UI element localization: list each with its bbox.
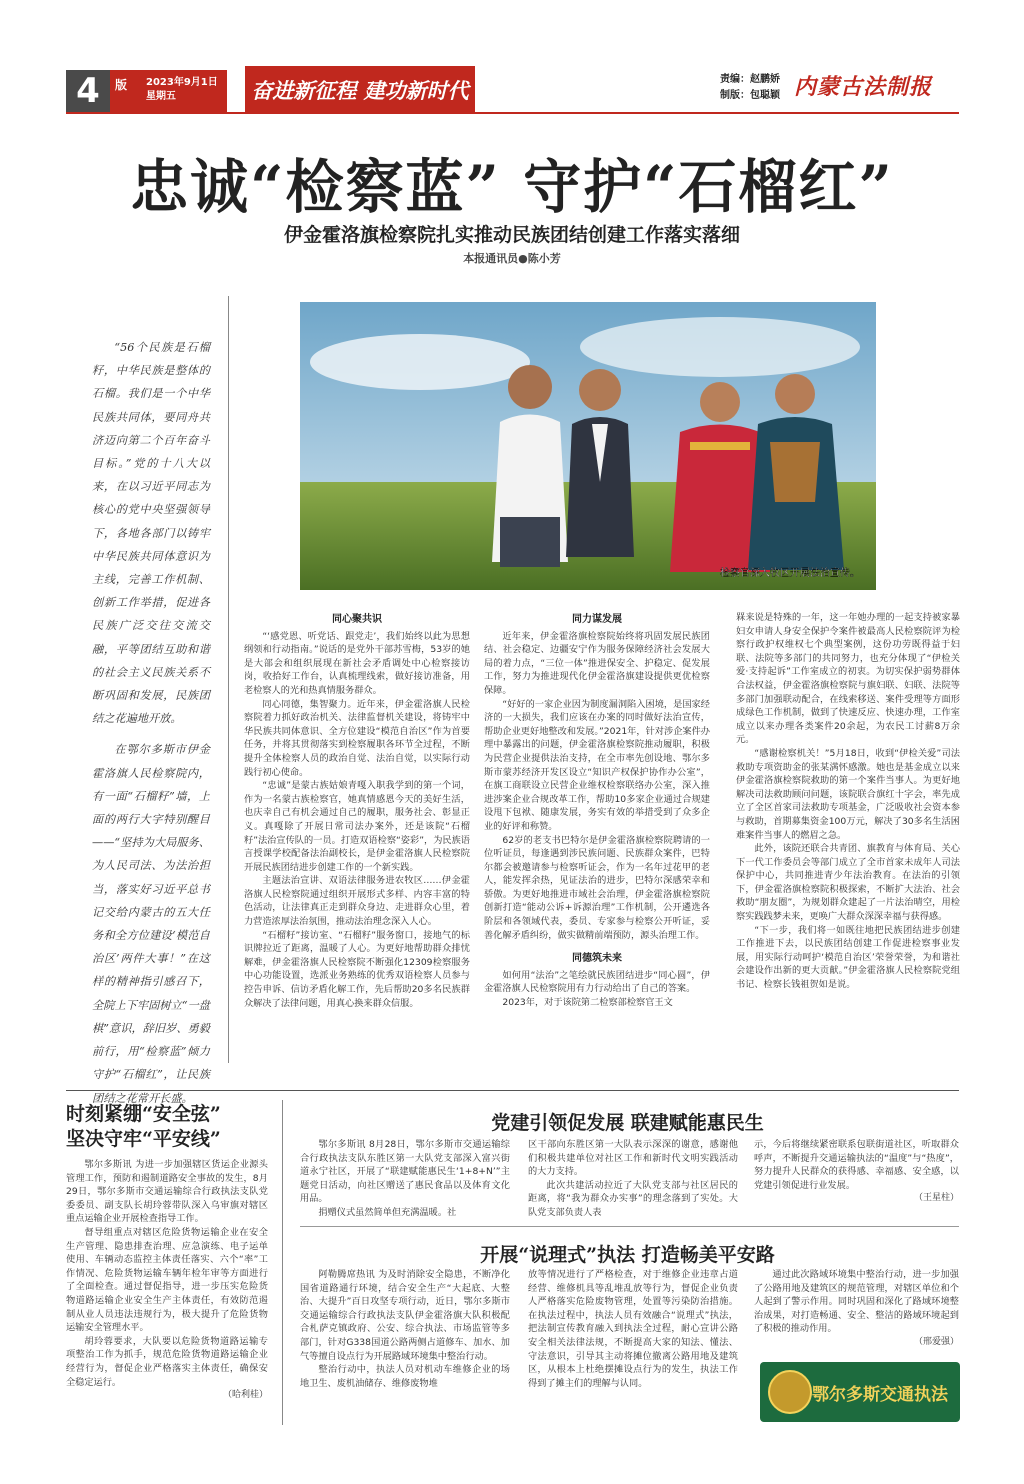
date-box <box>132 70 227 112</box>
editor-line: 责编：赵鹏娇 <box>720 74 780 85</box>
advertisement-banner: 鄂尔多斯交通执法 <box>760 1362 960 1422</box>
story-title-line: 时刻紧绷“安全弦” <box>66 1103 221 1125</box>
paragraph: 此外，该院还联合共青团、旗教育与体育局、关心下一代工作委员会等部门成立了全市首家未成年人司法保护中心，共同推进青少年法治教育。在法治的引领下，伊金霍洛旗检察院积极探索，不断扩大法治、社会救助“朋友圈”，为规划群众建起了一片法治晴空，用检察实践践梦未来，更唤广大群众深深幸福与获得感。 <box>736 843 960 923</box>
story-column <box>300 1268 510 1390</box>
paragraph: “忠诚”是蒙古族姑娘青嘎入职我学到的第一个词，作为一名蒙古族检察官，她真情感恩今天的美好生活，也庆幸自己有机会通过自己的履职，服务社会、彰显正义。真嘎除了开展日常司法办案外，还是该院“石榴籽”法治宣传队的一员。打造双语检察“姿彩”，为民族语言授课学校配备法治副校长，是伊金霍洛旗人民检察院开展民族团结进步创建工作的一个新实践。 <box>244 780 470 873</box>
article-byline: 本报通讯员●陈小芳 <box>463 252 561 265</box>
column-divider <box>282 1100 283 1425</box>
section-heading: 同心聚共识 <box>332 614 382 625</box>
paragraph: 主题法治宣讲、双语法律服务进农牧区……伊金霍洛旗人民检察院通过组织开展形式多样、内容丰富的特色活动，让法律真正走到群众身边、走进群众心里，着力营造浓厚法治氛围，推动法治理念深入人心。 <box>244 875 470 928</box>
paragraph: 捐赠仪式虽然简单但充满温暖。社 <box>318 1206 457 1218</box>
grassland-photo-illustration <box>300 302 876 590</box>
paragraph: “‘感党恩、听党话、跟党走’，我们始终以此为思想纲领和行动指南。”说话的是党外干部苏雪梅，53岁的她是大部会和组织展现在新社会矛盾调处中心检察接访岗，收拾好工作台，认真梳理线索，做好接访准备，用老检察人的光和热真情服务群众。 <box>244 630 470 696</box>
paragraph: 62岁的老支书巴特尔是伊金霍洛旗检察院聘请的一位听证员，每逢遇到涉民族问题、民族群众案件，巴特尔都会被邀请参与检察听证会，作为一名年过花甲的老人，能发挥余热，见证法治的进步，巴特尔深感荣幸和骄傲。为更好地推进市域社会治理，伊金霍洛旗检察院创新打造“能动公诉+诉源治理”工作机制，公开遴选各阶层和各领域代表，委员、专家参与检察公开听证，妥善化解矛盾纠纷，做实做精前端预防，源头治理工作。 <box>484 834 710 941</box>
issue-date: 2023年9月1日 <box>146 77 218 88</box>
paragraph: 阿勒腾席热讯 为及时消除安全隐患，不断净化国省道路通行环境，结合安全生产“大起底、大整治、大提升”百日攻坚专项行动，近日，鄂尔多斯市交通运输综合行政执法支队伊金霍洛旗大队积极配合札萨克镇政府、公安、综合执法、市场监管等多部门，针对G338国道公路两侧占道修车、加水、加气等擅自设点行为开展路域环境集中整治行动。 <box>300 1269 510 1362</box>
article-lead <box>92 336 210 1110</box>
article-subtitle: 伊金霍洛旗检察院扎实推动民族团结创建工作落实落细 <box>283 224 740 246</box>
lead-paragraph: “56个民族是石榴籽，中华民族是整体的石榴。我们是一个中华民族共同体，要同舟共济迈向第二个百年奋斗目标。”党的十八大以来，在以习近平同志为核心的党中央坚强领导下，各地各部门以铸牢中华民族共同体意识为主线，完善工作机制、创新工作举措，促进各民族广泛交往交流交融，平等团结互助和谐的社会主义民族关系不断巩固和发展，民族团结之花遍地开放。 <box>92 341 210 726</box>
paragraph: 槑来说是特殊的一年，这一年她办理的一起支持被家暴妇女申请人身安全保护令案件被最高人民检察院评为检察行政护权维权七个典型案例，这份功劳既得益于妇联、法院等多部门的共同努力，也充分体现了“伊检关爱·支持起诉”工作室成立的初衷。为切实保护弱势群体合法权益，伊金霍洛旗检察院与旗妇联、妇联、法院等多部门加强联动配合，在线索移送、案件受理等方面形成绿色工作机制，做到了快速反应、快速办理，工作室成立以来办理各类案件20余起，为农民工讨薪8万余元。 <box>736 612 960 746</box>
paragraph: 鄂尔多斯讯 8月28日，鄂尔多斯市交通运输综合行政执法支队东胜区第一大队党支部深入富兴街道永宁社区，开展了“联建赋能惠民生‘1+8+N’”主题党日活动，向社区赠送了惠民食品以及体育文化用品。 <box>300 1139 510 1205</box>
lead-paragraph: 在鄂尔多斯市伊金霍洛旗人民检察院内，有一面“石榴籽”墙，上面的两行大字特别醒目——“坚持为大局服务、为人民司法、为法治担当，落实好习近平总书记交给内蒙古的五大任务和全方位建设‘模范自治区’两件大事！”在这样的精神指引感召下，全院上下牢固树立“一盘棋”意识，辞旧岁、勇毅前行，用“检察蓝”倾力守护“石榴红”，让民族团结之花常开长盛。 <box>92 743 210 1105</box>
story-body <box>66 1158 268 1403</box>
story-column <box>300 1138 510 1220</box>
issue-weekday: 星期五 <box>146 91 176 102</box>
section-divider <box>66 1090 959 1091</box>
story-title-line: 坚决守牢“平安线” <box>66 1128 221 1150</box>
paragraph: “好好的一家企业因为制度漏洞陷入困境，是国家经济的一大损失，我们应该在办案的同时做好法治宣传，帮助企业更好地整改和发展。”2021年，针对涉企案件办理中暴露出的问题，伊金霍洛旗检察院推动履职，积极为民营企业提供法治支持，在全市率先创设地、鄂尔多斯市蒙苏经济开发区设立“知识产权保护协作办公室”，在旗工商联设立民营企业维权检察联络办公室，深入推进涉案企业合规改革工作，帮助10多家企业通过合规建设甩下包袱、随康发展，务实有效的举措受到了众多企业的好评和称赞。 <box>484 698 710 832</box>
paragraph: “下一步，我们将一如既往地把民族团结进步创建工作推进下去，以民族团结创建工作促进检察事业发展，用实际行动呵护‘模范自治区’荣誉荣誉，为和谐社会建设作出新的更大贡献。”伊金霍洛旗人民检察院党组书记、检察长钱祖贺如是说。 <box>736 924 960 991</box>
editor-credits <box>720 72 780 104</box>
paragraph: “感谢检察机关！”5月18日，收到“伊检关爱”司法救助专项资助金的张某满怀感激。她也是基金成立以来伊金霍洛旗检察院救助的第一个案件当事人。为更好地解决司法救助顾问问题，该院联合旗红十字会，率先成立了全区首家司法救助专项基金，广泛吸收社会资本参与救助，首期募集资金100万元，解决了30多名生活困难案件当事人的燃眉之急。 <box>736 747 960 841</box>
story-column <box>528 1268 738 1390</box>
story-title <box>66 1102 276 1152</box>
paragraph: 近年来，伊金霍洛旗检察院始终将巩固发展民族团结、社会稳定、边疆安宁作为服务保障经济社会发展大局的着力点，“三位一体”推进保安全、护稳定、促发展工作，努力为推进现代化伊金霍洛旗建设提供更优检察保障。 <box>484 630 710 696</box>
article-column <box>736 611 960 992</box>
emblem-icon <box>768 1370 812 1414</box>
author-signature: （王星柱） <box>913 1193 959 1204</box>
paragraph: 区干部向东胜区第一大队表示深深的谢意，感谢他们积极共建单位对社区工作和新时代文明实践活动的大力支持。 <box>528 1139 738 1178</box>
article-title: 忠诚“检察蓝” 守护“石榴红” <box>130 153 894 221</box>
paragraph: 整治行动中，执法人员对机动车维修企业的场地卫生、废机油储存、维修废物堆 <box>300 1364 510 1389</box>
page-label: 版 <box>110 70 132 112</box>
paragraph: 如何用“法治”之笔绘就民族团结进步“同心圆”，伊金霍洛旗人民检察院用有力行动给出了自己的答案。 <box>484 969 710 995</box>
paragraph: 示，今后将继续紧密联系包联街道社区，听取群众呼声，不断提升交通运输执法的“温度”与“热度”，努力提升人民群众的获得感、幸福感、安全感，以党建引领促进行业发展。 <box>754 1139 959 1191</box>
photo-caption: 检察官深入牧区开展法治宣传。 <box>720 568 860 579</box>
header-rule <box>66 112 959 114</box>
paragraph: 放等情况进行了严格检查，对于维修企业违章占道经营、维修机具等乱堆乱放等行为，督促企业负责人严格落实危险废物管理，处置等污染防治措施。在执法过程中，执法人员有效融合“说理式”执法，把法制宣传教育融入到执法全过程，耐心宣讲公路安全相关法律法规，不断提高大家的知法、懂法、守法意识，引导其主动将摊位撤离公路用地及建筑区，从根本上杜绝摆摊设点行为的发生，执法工作得到了摊主们的理解与认同。 <box>528 1269 738 1389</box>
page-number: 4 <box>66 70 110 112</box>
story-column <box>754 1138 959 1206</box>
newspaper-logo: 内蒙古法制报 <box>794 74 933 100</box>
paragraph: 督导组重点对辖区危险货物运输企业在安全生产管理、隐患排查治理、应急演练、电子运单使用、车辆动态监控主体责任落实、六个“率”工作情况、危险货物运输车辆年检年审等方面进行了全面检查。通过督促指导，进一步压实危险货物道路运输企业安全生产主体责任，有效防范遏制从业人员违法违规行为，极大提升了危险货物运输安全管理水平。 <box>66 1226 268 1334</box>
article-photo <box>300 302 876 590</box>
section-heading: 同力谋发展 <box>572 614 622 625</box>
story-title: 党建引领促发展 联建赋能惠民生 <box>491 1112 764 1134</box>
paragraph: 同心同德，集智聚力。近年来，伊金霍洛旗人民检察院着力抓好政治机关、法律监督机关建设，将铸牢中华民族共同体意识、全方位建设“模范自治区”作为首要任务，并将其贯彻落实到检察履职各环节全过程，不断提升全体检察人员的政治自觉、法治自觉，以实际行动践行初心使命。 <box>244 698 470 778</box>
paragraph: “石榴籽”接访室、“石榴籽”服务窗口，接地气的标识牌拉近了距离，温暖了人心。为更好地帮助群众排忧解难，伊金霍洛旗人民检察院不断强化12309检察服务中心功能设置，选派业务熟练的优秀双语检察人员参与控告申诉、信访矛盾化解工作，先后帮助20多名民族群众解决了法律问题，用真心换来群众信服。 <box>244 929 470 1009</box>
paragraph: 2023年，对于该院第二检察部检察官王文 <box>502 997 673 1009</box>
story-column <box>528 1138 738 1220</box>
layout-line: 制版：包聪颖 <box>720 90 780 101</box>
author-signature: （哈利桂） <box>222 1390 268 1401</box>
paragraph: 此次共建活动拉近了大队党支部与社区居民的距离，将“我为群众办实事”的理念落到了实处。大队党支部负责人表 <box>528 1179 738 1218</box>
author-signature: （邢爱强） <box>913 1336 959 1347</box>
paragraph: 通过此次路域环境集中整治行动，进一步加强了公路用地及建筑区的规范管理，对辖区单位和个人起到了警示作用。同时巩固和深化了路域环境整治成果，对打造畅通、安全、整洁的路域环境起到了积极的推动作用。 <box>754 1269 959 1335</box>
column-slogan: 奋进新征程 建功新时代 <box>245 66 475 114</box>
article-column <box>244 611 470 1010</box>
paragraph: 鄂尔多斯讯 为进一步加强辖区货运企业源头管理工作，预防和遏制道路安全事故的发生，8月29日，鄂尔多斯市交通运输综合行政执法支队党委委员、副支队长胡玲蓉带队深入乌审旗对辖区重点运输企业开展检查指导工作。 <box>66 1159 268 1225</box>
paragraph: 胡玲蓉要求，大队要以危险货物道路运输专项整治工作为抓手，规范危险货物道路运输企业经营行为，督促企业严格落实主体责任，确保安全稳定运行。 <box>66 1335 268 1388</box>
story-title: 开展“说理式”执法 打造畅美平安路 <box>480 1244 775 1266</box>
article-column <box>484 611 710 1010</box>
section-heading: 同德筑未来 <box>572 953 622 965</box>
section-divider <box>300 1226 959 1227</box>
story-column <box>754 1268 959 1350</box>
